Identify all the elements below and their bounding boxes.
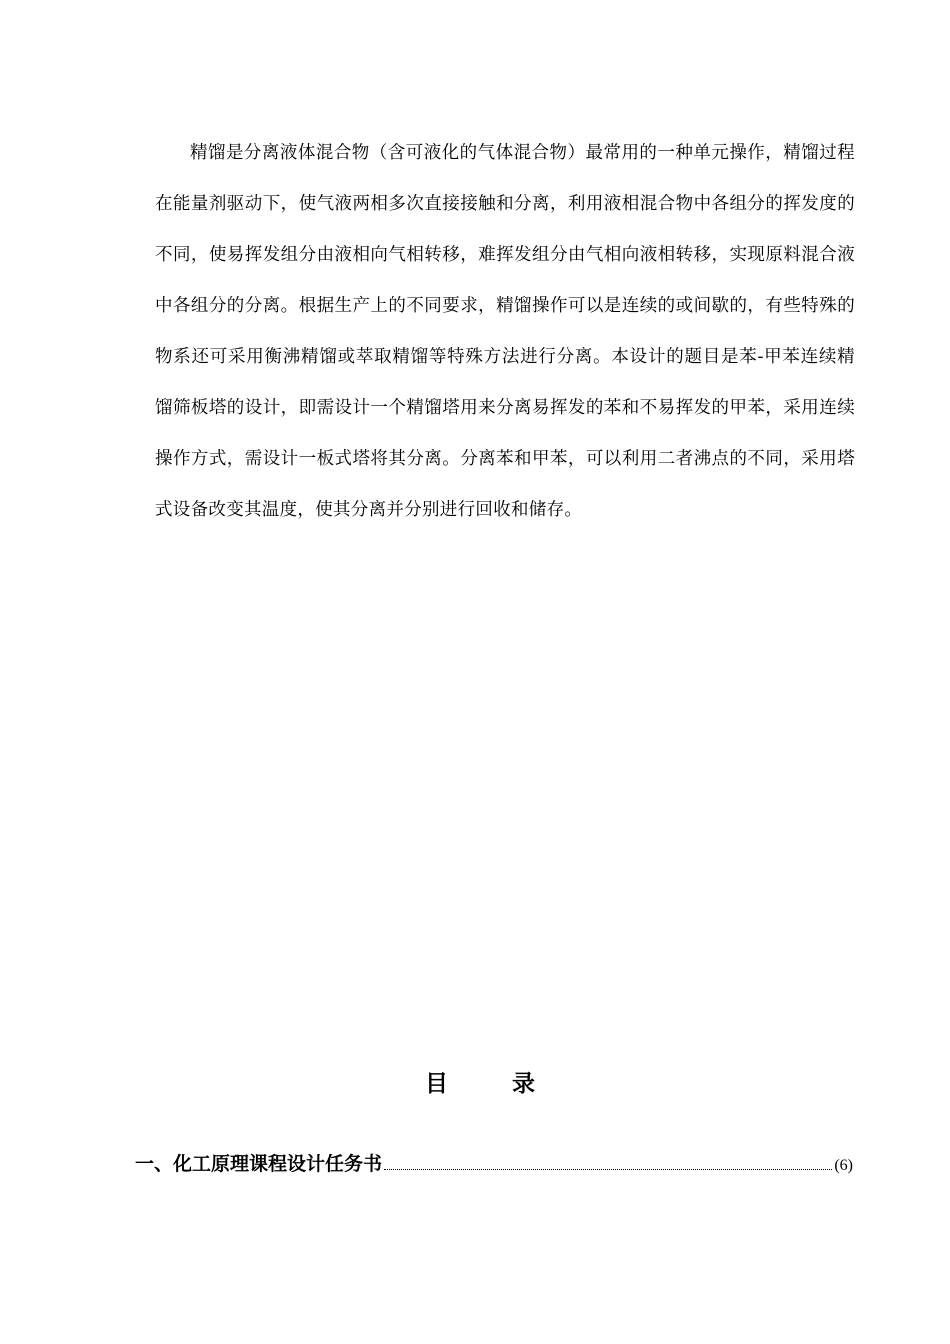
toc-heading: 目录 (425, 1071, 599, 1097)
abstract-paragraph: 精馏是分离液体混合物（含可液化的气体混合物）最常用的一种单元操作，精馏过程在能量剂驱动下，使气液两相多次直接接触和分离，利用液相混合物中各组分的挥发度的不同，使易挥发组分由液相向气相转移，难挥发组分由气相向液相转移，实现原料混合液中各组分的分离。根据生产上的不同要求，精馏操作可以是连续的或间歇的，有些特殊的物系还可采用衡沸精馏或萃取精馏等特殊方法进行分离。本设计的题目是苯-甲苯连续精馏筛板塔的设计，即需设计一个精馏塔用来分离易挥发的苯和不易挥发的甲苯，采用连续操作方式，需设计一板式塔将其分离。分离苯和甲苯，可以利用二者沸点的不同，采用塔式设备改变其温度，使其分离并分别进行回收和储存。 (155, 143, 855, 520)
toc-entry-label: 一、化工原理课程设计任务书 (135, 1153, 383, 1175)
toc-entry-page: (6) (834, 1157, 853, 1174)
toc-entry[interactable] (135, 1148, 853, 1182)
toc-leader-dots (384, 1169, 832, 1170)
